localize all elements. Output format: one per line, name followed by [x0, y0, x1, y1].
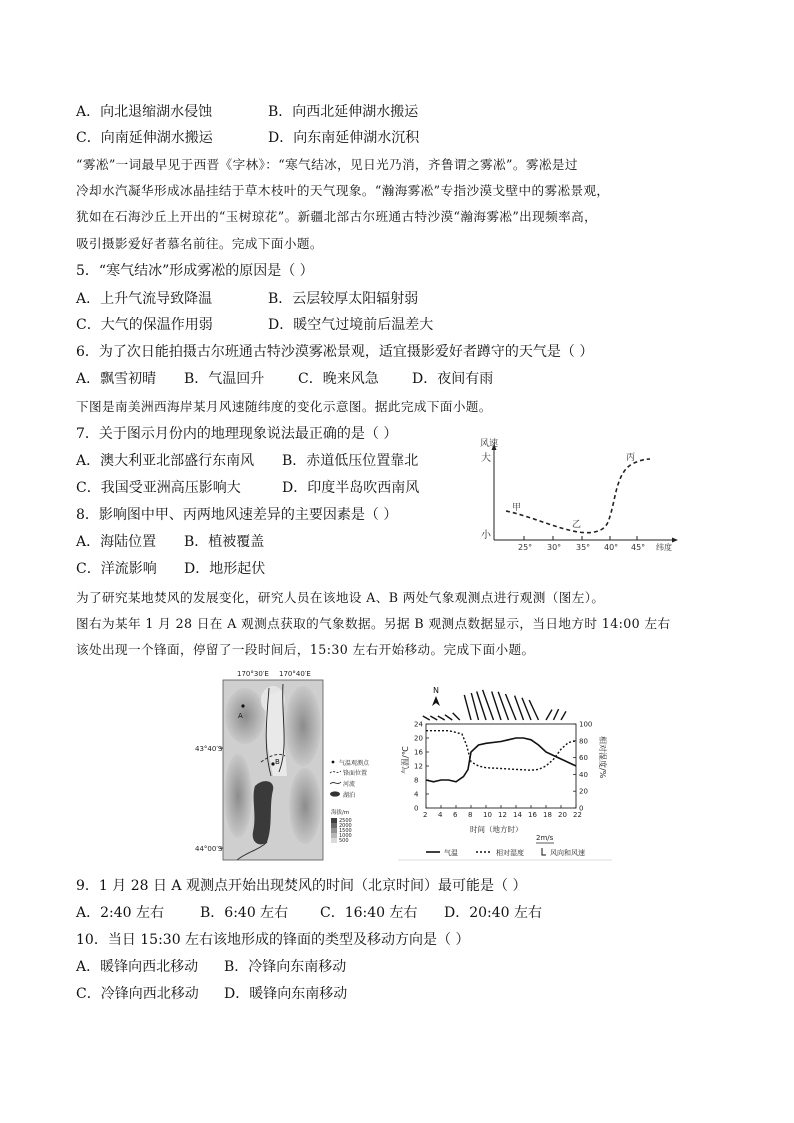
q5-option-b: B．云层较厚太阳辐射弱 — [268, 291, 419, 307]
wind-ymin-label: 小 — [481, 530, 491, 541]
wind-ylabel: 风速 — [480, 439, 499, 449]
left-tick-label: 12 — [414, 762, 423, 771]
x-tick-label: 20 — [558, 811, 567, 819]
station-b-label: B — [275, 758, 280, 766]
elevation-title: 海拔/m — [331, 810, 350, 816]
passage1-line: “雾凇”一词最早见于西晋《字林》：“寒气结冰，见日光乃消，齐鲁谓之雾凇”。雾凇是过 — [76, 157, 578, 172]
elevation-value: 2500 — [339, 818, 352, 824]
q10-option-d: D．暖锋向东南移动 — [224, 986, 348, 1002]
passage3-line: 图右为某年 1 月 28 日在 A 观测点获取的气象数据。另据 B 观测点数据显示，当日地方时 14:00 左右 — [76, 616, 671, 631]
q7-option-c: C．我国受亚洲高压影响大 — [76, 480, 241, 496]
elevation-value: 2000 — [339, 823, 352, 829]
x-tick-label: 16 — [528, 811, 537, 819]
x-axis-label: 时间（地方时） — [470, 825, 523, 834]
q9-option-b: B．6:40 左右 — [200, 905, 289, 921]
left-tick-label: 24 — [414, 720, 423, 729]
right-tick-label: 20 — [579, 787, 588, 796]
legend-wind: 风向和风速 — [550, 849, 585, 857]
q4-option-b: B．向西北延伸湖水搬运 — [268, 104, 419, 120]
q6-option-c: C．晚来风急 — [298, 371, 379, 387]
q6-option-d: D．夜间有雨 — [412, 371, 494, 387]
wind-scale-label: 2m/s — [536, 834, 554, 842]
q8-option-b: B．植被覆盖 — [184, 534, 265, 550]
wind-point-yi: 乙 — [572, 520, 582, 530]
legend-wind-swatch — [542, 848, 546, 855]
map-legend — [330, 759, 370, 844]
q8-option-d: D．地形起伏 — [184, 561, 266, 577]
q5-option-d: D．暖空气过境前后温差大 — [268, 317, 434, 333]
q9-option-d: D．20:40 左右 — [444, 905, 543, 921]
q6-option-b: B．气温回升 — [184, 371, 265, 387]
map-lon1: 170°30′E — [237, 670, 269, 678]
q5-option-c: C．大气的保温作用弱 — [76, 317, 213, 333]
wind-speed-latitude-figure — [470, 434, 710, 554]
wind-barb — [464, 695, 471, 720]
q5-stem: 5．“寒气结冰”形成雾凇的原因是（ ） — [76, 263, 314, 279]
q7-option-b: B．赤道低压位置靠北 — [282, 453, 419, 469]
wind-barb — [471, 693, 478, 720]
left-tick-label: 8 — [414, 776, 419, 785]
passage3-line: 为了研究某地焚风的发展变化，研究人员在该地设 A、B 两处气象观测点进行观测（图左）。 — [76, 590, 605, 605]
wind-tick-label: 25° — [518, 543, 533, 552]
q9-stem: 9．1 月 28 日 A 观测点开始出现焚风的时间（北京时间）最可能是（ ） — [76, 878, 527, 894]
wind-xlabel: 纬度 — [656, 543, 672, 552]
q7-stem: 7．关于图示月份内的地理现象说法最正确的是（ ） — [76, 426, 398, 442]
x-tick-label: 4 — [438, 811, 443, 819]
right-tick-label: 0 — [579, 804, 584, 813]
wind-barb — [445, 715, 452, 720]
wind-point-bing: 丙 — [626, 453, 636, 463]
passage1-line: 吸引摄影爱好者慕名前往。完成下面小题。 — [76, 236, 323, 251]
q6-stem: 6．为了次日能拍摄古尔班通古特沙漠雾凇景观，适宜摄影爱好者蹲守的天气是（ ） — [76, 344, 594, 360]
map-lat1: 43°40′S — [195, 745, 223, 753]
map-lon2: 170°40′E — [279, 670, 311, 678]
right-axis-label: 相对湿度/% — [598, 736, 607, 779]
legend-station: 气温观测点 — [339, 760, 370, 767]
right-tick-label: 40 — [579, 770, 588, 779]
legend-rh: 相对湿度 — [496, 849, 524, 857]
plot-frame — [426, 724, 576, 808]
left-tick-label: 0 — [414, 804, 419, 813]
legend-front: 锋面位置 — [343, 770, 368, 777]
wind-barb — [453, 713, 460, 720]
x-tick-label: 18 — [543, 811, 552, 819]
x-tick-label: 12 — [498, 811, 507, 819]
wind-x-ticks — [518, 536, 645, 552]
x-tick-label: 10 — [483, 811, 492, 819]
q4-option-c: C．向南延伸湖水搬运 — [76, 130, 213, 146]
q4-option-d: D．向东南延伸湖水沉积 — [268, 130, 420, 146]
elevation-value: 1000 — [339, 833, 352, 839]
north-label: N — [433, 686, 439, 695]
elevation-value: 1500 — [339, 828, 352, 834]
wind-barb — [546, 710, 552, 720]
right-tick-label: 100 — [579, 720, 593, 729]
q7-option-a: A．澳大利亚北部盛行东南风 — [76, 453, 255, 469]
x-tick-label: 22 — [573, 811, 582, 819]
right-tick-label: 80 — [579, 737, 588, 746]
north-arrow-icon — [432, 696, 440, 706]
station-a-dot — [241, 704, 244, 707]
q10-option-c: C．冷锋向西北移动 — [76, 986, 199, 1002]
map-lat2: 44°00′S — [195, 845, 223, 853]
chart-ticks — [414, 721, 592, 820]
wind-tick-label: 35° — [576, 543, 591, 552]
station-a-label: A — [238, 712, 243, 720]
humidity-line — [426, 731, 576, 771]
left-tick-label: 20 — [414, 734, 423, 743]
wind-barbs — [423, 690, 566, 720]
wind-barb — [438, 716, 445, 720]
x-tick-label: 6 — [453, 811, 458, 819]
legend-lake: 湖泊 — [343, 792, 356, 799]
right-tick-label: 60 — [579, 754, 588, 763]
q9-option-a: A．2:40 左右 — [76, 905, 164, 921]
station-a-weather-chart — [390, 676, 620, 862]
wind-barb — [529, 700, 538, 720]
elevation-value: 500 — [339, 838, 349, 844]
wind-x-arrow — [672, 538, 678, 543]
wind-barb — [561, 711, 566, 720]
q10-stem: 10．当日 15:30 左右该地形成的锋面的类型及移动方向是（ ） — [76, 932, 470, 948]
legend-temp: 气温 — [444, 849, 458, 857]
q10-option-a: A．暖锋向西北移动 — [76, 959, 199, 975]
wind-barb — [554, 709, 559, 720]
q8-option-c: C．洋流影响 — [76, 561, 157, 577]
passage1-line: 犹如在石海沙丘上开出的“玉树琼花”。新疆北部古尔班通古特沙漠“瀚海雾凇”出现频率高， — [76, 209, 598, 224]
q10-option-b: B．冷锋向东南移动 — [224, 959, 347, 975]
wind-tick-label: 45° — [631, 543, 646, 552]
wind-tick-label: 40° — [604, 543, 619, 552]
legend-river: 河流 — [343, 781, 356, 788]
wind-barb — [423, 716, 430, 720]
passage2: 下图是南美洲西海岸某月风速随纬度的变化示意图。据此完成下面小题。 — [76, 399, 492, 414]
q8-option-a: A．海陆位置 — [76, 534, 157, 550]
wind-tick-label: 30° — [547, 543, 562, 552]
wind-point-jia: 甲 — [512, 503, 522, 513]
passage3-line: 该处出现一个锋面，停留了一段时间后，15:30 左右开始移动。完成下面小题。 — [76, 642, 535, 657]
x-tick-label: 8 — [468, 811, 473, 819]
q5-option-a: A．上升气流导致降温 — [76, 291, 213, 307]
q6-option-a: A．飘雪初晴 — [76, 371, 157, 387]
x-tick-label: 2 — [423, 811, 428, 819]
q8-stem: 8．影响图中甲、丙两地风速差异的主要因素是（ ） — [76, 507, 398, 523]
left-tick-label: 4 — [414, 790, 419, 799]
left-tick-label: 16 — [414, 748, 423, 757]
q7-option-d: D．印度半岛吹西南风 — [282, 480, 420, 496]
wind-barb — [430, 716, 437, 720]
foehn-area-map — [193, 666, 389, 862]
left-axis-label: 气温/℃ — [401, 746, 410, 774]
x-tick-label: 14 — [513, 811, 522, 819]
passage1-line: 冷却水汽凝华形成冰晶挂结于草木枝叶的天气现象。“瀚海雾凇”专指沙漠戈壁中的雾凇景观， — [76, 183, 610, 198]
q9-option-c: C．16:40 左右 — [320, 905, 418, 921]
q4-option-a: A．向北退缩湖水侵蚀 — [76, 104, 213, 120]
wind-ymax-label: 大 — [481, 453, 491, 464]
